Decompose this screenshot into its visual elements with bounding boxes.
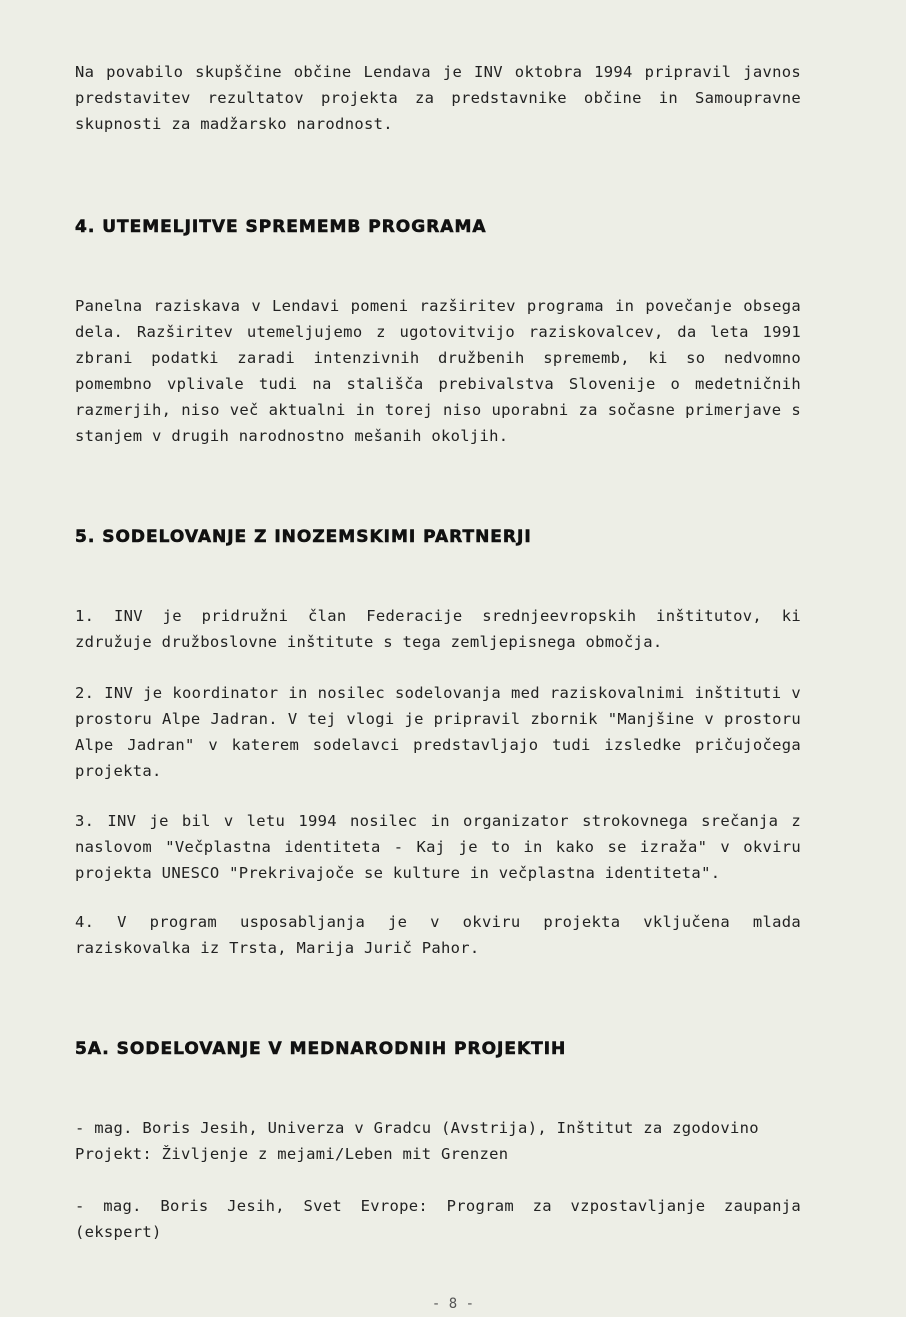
- page-number: - 8 -: [431, 1296, 475, 1312]
- section-4-paragraph: Panelna raziskava v Lendavi pomeni razširitev programa in povečanje obsega dela. Razširitev utemeljujemo z ugotovitvijo raziskovalcev, da leta 1991 zbrani podatki zaradi intenzivnih družbenih sprememb, ki so nedvomno pomembno vplivale tudi na stališča prebivalstva Slovenije o medetničnih razmerjih, niso več aktualni in torej niso uporabni za sočasne primerjave s stanjem v drugih narodnostno mešanih okoljih.: [75, 297, 801, 445]
- section-5-item-2: 2. INV je koordinator in nosilec sodelovanja med raziskovalnimi inštituti v prostoru Alpe Jadran. V tej vlogi je pripravil zbornik "Manjšine v prostoru Alpe Jadran" v katerem sodelavci predstavljajo tudi izsledke pričujočega projekta.: [75, 684, 801, 780]
- intro-paragraph: Na povabilo skupščine občine Lendava je INV oktobra 1994 pripravil javnos predstavitev rezultatov projekta za predstavnike občine in Samoupravne skupnosti za madžarsko narodnost.: [75, 63, 801, 133]
- section-5a-heading: 5A. SODELOVANJE V MEDNARODNIH PROJEKTIH: [75, 1039, 567, 1059]
- section-5-item-3: 3. INV je bil v letu 1994 nosilec in organizator strokovnega srečanja z naslovom "Večplastna identiteta - Kaj je to in kako se izraža" v okviru projekta UNESCO "Prekrivajoče se kulture in večplastna identiteta".: [75, 812, 801, 882]
- section-4-heading: 4. UTEMELJITVE SPREMEMB PROGRAMA: [75, 217, 487, 237]
- section-5-heading: 5. SODELOVANJE Z INOZEMSKIMI PARTNERJI: [75, 527, 532, 547]
- section-5a-item-1: - mag. Boris Jesih, Univerza v Gradcu (Avstrija), Inštitut za zgodovino Projekt: Življenje z mejami/Leben mit Grenzen: [75, 1119, 759, 1163]
- section-5-item-4: 4. V program usposabljanja je v okviru projekta vključena mlada raziskovalka iz Trsta, Marija Jurič Pahor.: [75, 913, 801, 957]
- section-5a-item-2: - mag. Boris Jesih, Svet Evrope: Program za vzpostavljanje zaupanja (ekspert): [75, 1197, 801, 1241]
- section-5-item-1: 1. INV je pridružni član Federacije srednjeevropskih inštitutov, ki združuje družboslovne inštitute s tega zemljepisnega območja.: [75, 607, 801, 651]
